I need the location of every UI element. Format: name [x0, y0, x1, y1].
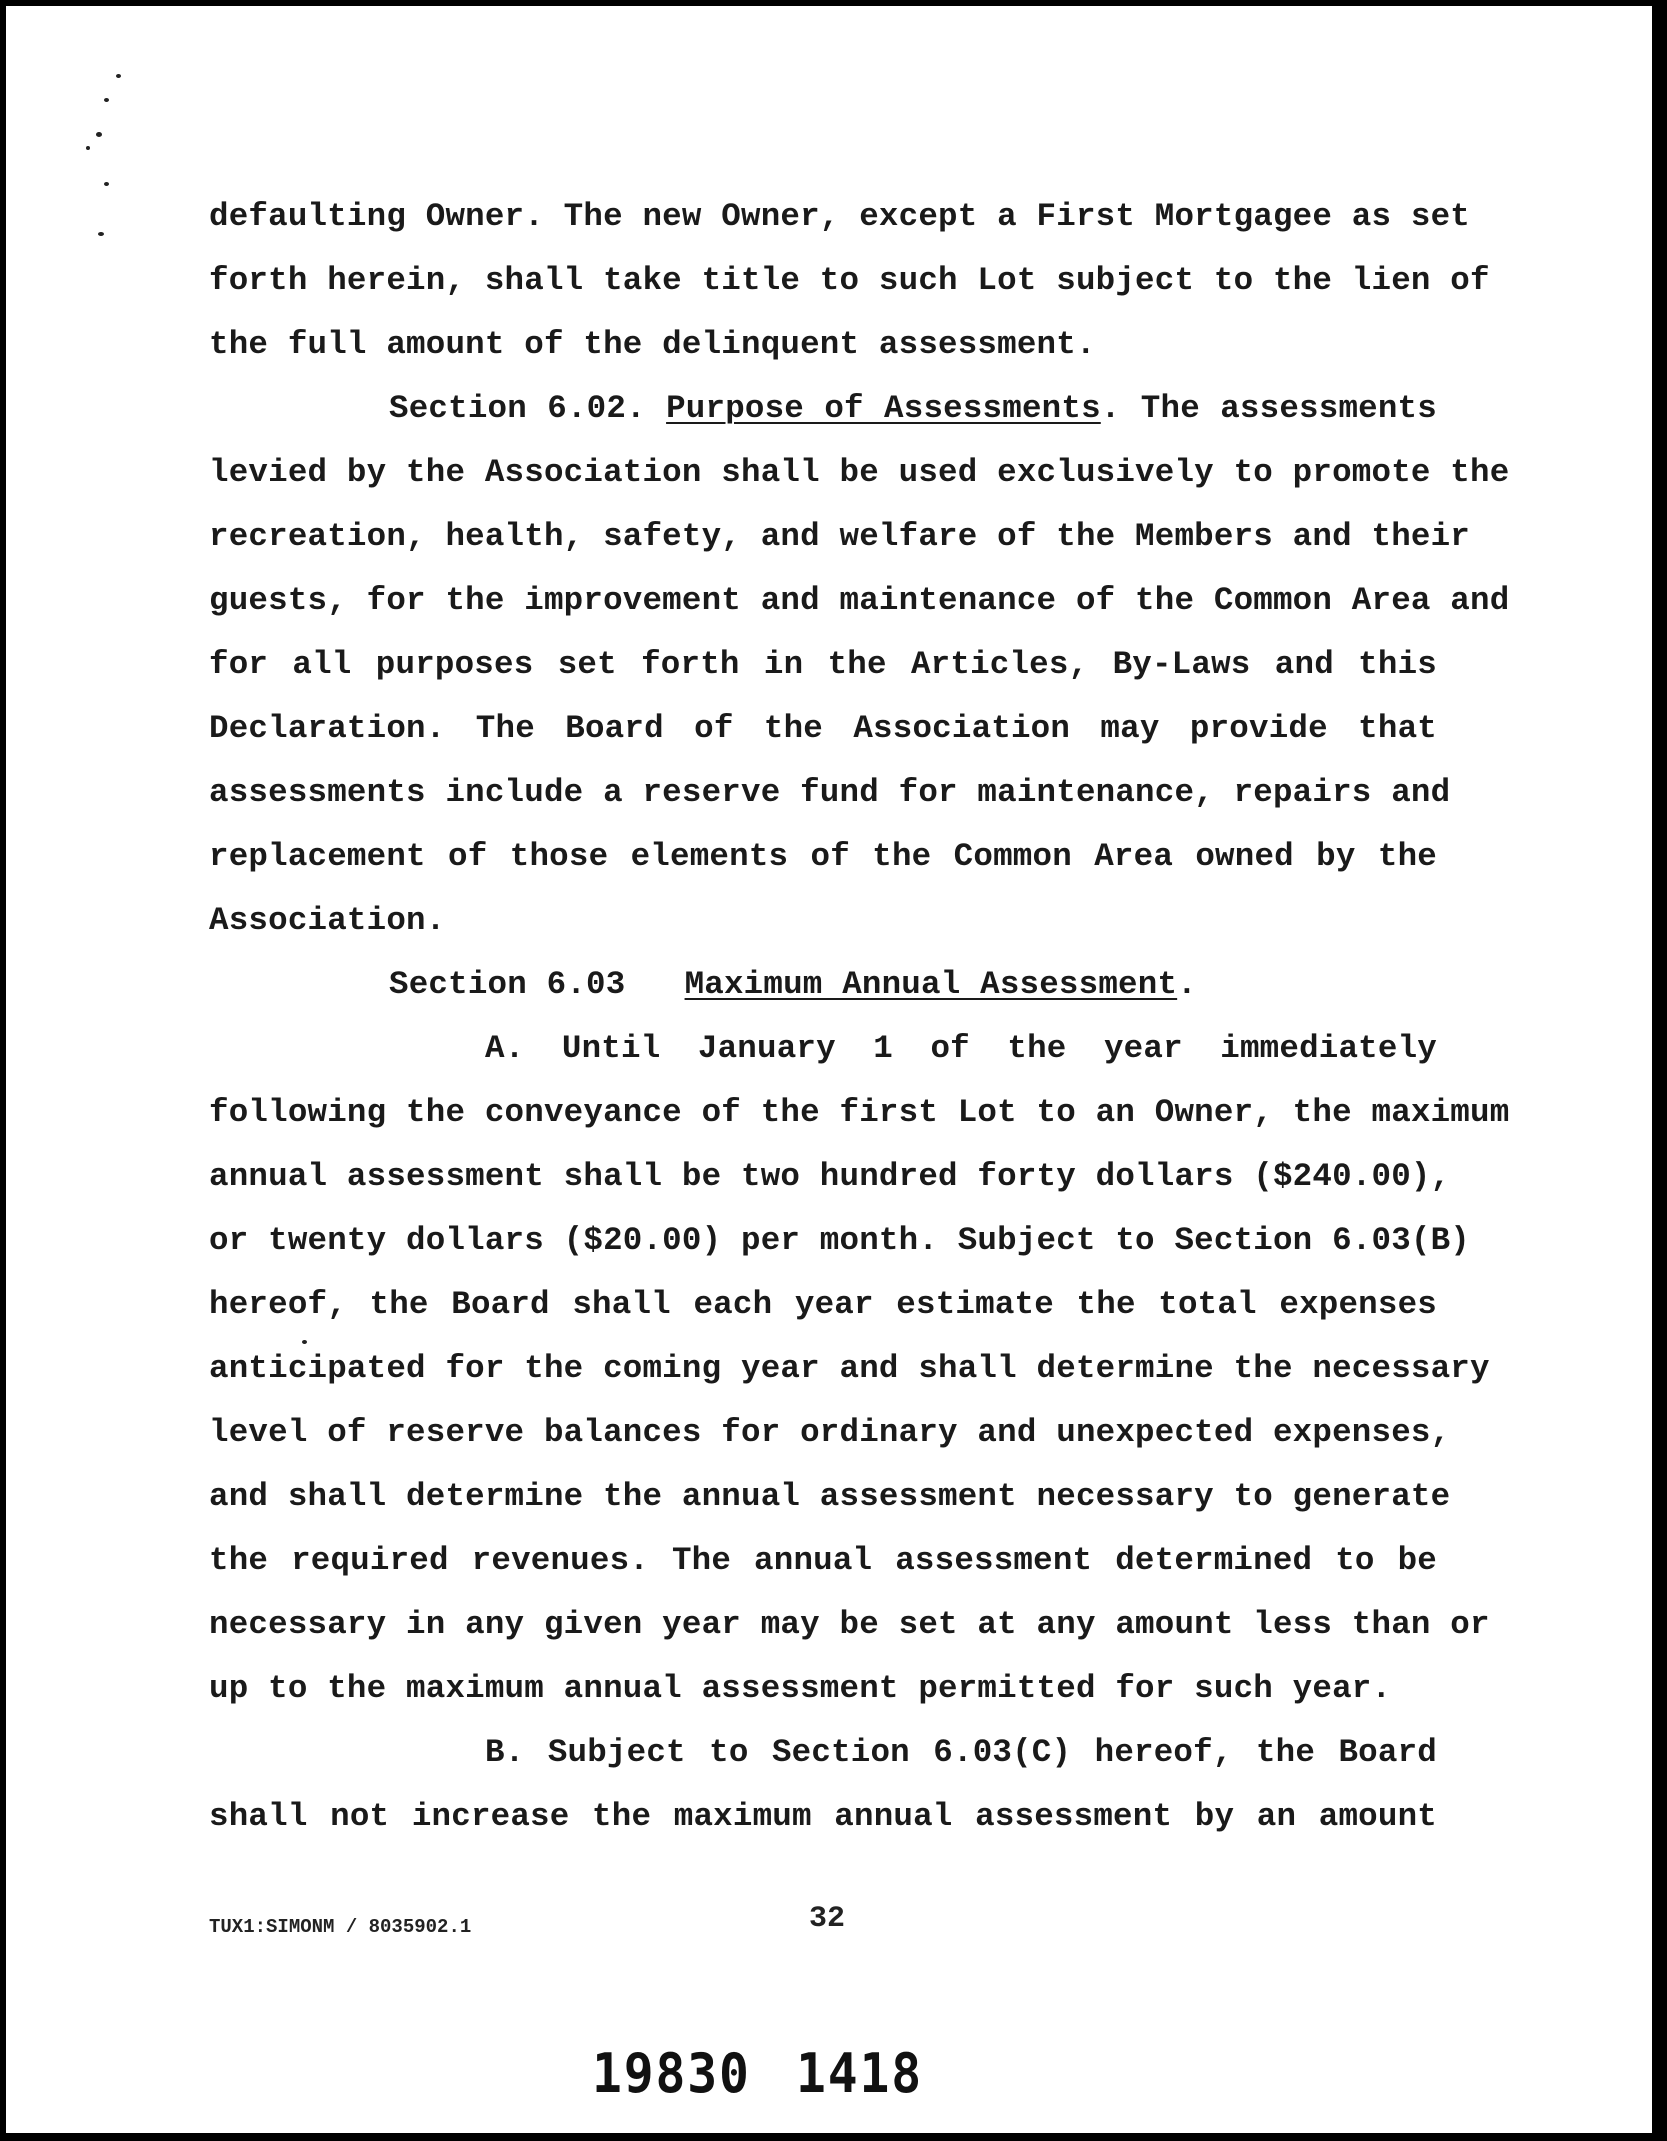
text-line: hereof, the Board shall each year estimate the total expenses	[209, 1286, 1437, 1323]
text-line: following the conveyance of the first Lot to an Owner, the maximum	[209, 1094, 1510, 1131]
text-line: or twenty dollars ($20.00) per month. Subject to Section 6.03(B)	[209, 1222, 1471, 1259]
subsection-b-heading: B. Subject to Section 6.03(C) hereof, the Board	[485, 1734, 1437, 1771]
scan-speck	[104, 182, 109, 186]
scan-speck	[96, 132, 102, 137]
text-line: defaulting Owner. The new Owner, except a First Mortgagee as set	[209, 198, 1471, 235]
bates-stamp-left: 19830	[592, 2042, 751, 2105]
page-number: 32	[809, 1902, 846, 1936]
document-page	[6, 6, 1652, 2133]
section-title-underlined: Maximum Annual Assessment	[684, 966, 1178, 1003]
text-line: levied by the Association shall be used exclusively to promote the	[209, 454, 1510, 491]
section-heading-6-03	[389, 965, 1289, 1005]
text-line: up to the maximum annual assessment permitted for such year.	[209, 1670, 1392, 1707]
section-continuation: .	[1177, 966, 1197, 1003]
scan-speck	[116, 74, 121, 78]
scan-speck	[86, 146, 90, 150]
text-line: replacement of those elements of the Common Area owned by the	[209, 838, 1437, 875]
text-line: Association.	[209, 902, 446, 939]
text-line: the full amount of the delinquent assessment.	[209, 326, 1096, 363]
text-line: anticipated for the coming year and shall determine the necessary	[209, 1350, 1490, 1387]
document-id: TUX1:SIMONM / 8035902.1	[209, 1916, 472, 1938]
subsection-a-heading: A. Until January 1 of the year immediately	[485, 1030, 1437, 1067]
text-line: and shall determine the annual assessment necessary to generate	[209, 1478, 1451, 1515]
section-number: Section 6.02.	[389, 390, 667, 427]
text-line: for all purposes set forth in the Articles, By-Laws and this	[209, 646, 1437, 683]
section-number: Section 6.03	[389, 966, 685, 1003]
text-line: level of reserve balances for ordinary and unexpected expenses,	[209, 1414, 1451, 1451]
section-continuation: . The assessments	[1100, 390, 1437, 427]
scan-speck	[104, 98, 109, 102]
text-line: assessments include a reserve fund for maintenance, repairs and	[209, 774, 1451, 811]
section-heading-6-02	[389, 389, 1437, 429]
scan-speck	[98, 232, 104, 236]
text-line: annual assessment shall be two hundred forty dollars ($240.00),	[209, 1158, 1451, 1195]
bates-stamp-right: 1418	[796, 2042, 924, 2105]
text-line: the required revenues. The annual assessment determined to be	[209, 1542, 1437, 1579]
text-line: recreation, health, safety, and welfare of the Members and their	[209, 518, 1471, 555]
section-title-underlined: Purpose of Assessments	[666, 390, 1101, 427]
scan-speck	[302, 1340, 307, 1344]
text-line: necessary in any given year may be set at any amount less than or	[209, 1606, 1490, 1643]
text-line: forth herein, shall take title to such Lot subject to the lien of	[209, 262, 1490, 299]
text-line: Declaration. The Board of the Association may provide that	[209, 710, 1437, 747]
text-line: shall not increase the maximum annual assessment by an amount	[209, 1798, 1437, 1835]
text-line: guests, for the improvement and maintenance of the Common Area and	[209, 582, 1510, 619]
